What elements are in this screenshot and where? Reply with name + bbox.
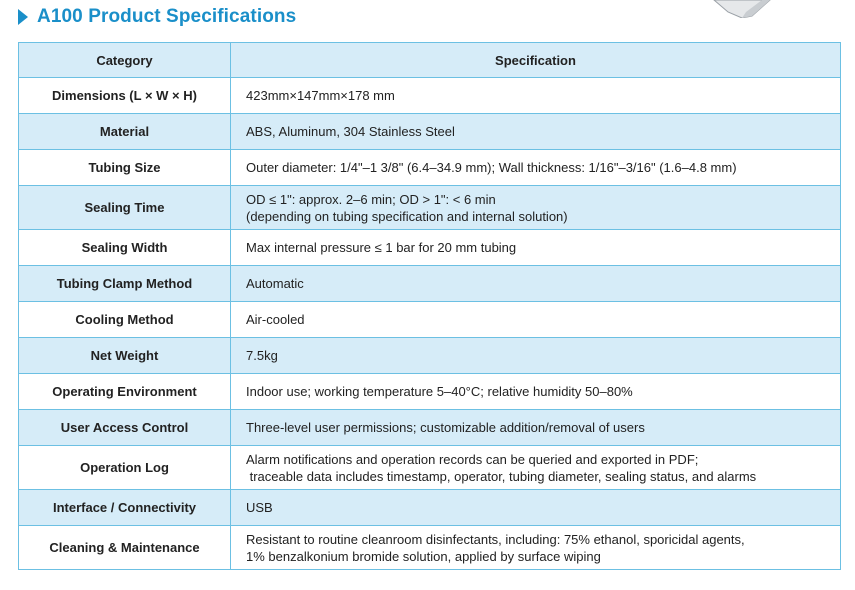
spec-value xyxy=(231,526,841,570)
spec-category: Net Weight xyxy=(19,338,231,374)
spec-category: Cleaning & Maintenance xyxy=(19,526,231,570)
spec-value-line: OD ≤ 1": approx. 2–6 min; OD > 1": < 6 min xyxy=(246,191,496,207)
table-row xyxy=(19,114,841,150)
spec-category: Sealing Width xyxy=(19,230,231,266)
spec-value xyxy=(231,78,841,114)
spec-value-line: Max internal pressure ≤ 1 bar for 20 mm tubing xyxy=(246,240,517,255)
spec-value-line: 7.5kg xyxy=(246,348,278,363)
column-header-specification: Specification xyxy=(231,43,841,78)
spec-value xyxy=(231,114,841,150)
spec-value-line: (depending on tubing specification and internal solution) xyxy=(246,208,568,224)
spec-value xyxy=(231,266,841,302)
page-header xyxy=(18,4,296,30)
table-row xyxy=(19,338,841,374)
table-row xyxy=(19,186,841,230)
table-row xyxy=(19,150,841,186)
table-header-row xyxy=(19,43,841,78)
spec-value-line: Automatic xyxy=(246,276,304,291)
spec-value-line: Air-cooled xyxy=(246,312,305,327)
spec-category: Dimensions (L × W × H) xyxy=(19,78,231,114)
product-image xyxy=(712,0,772,18)
chevron-right-icon xyxy=(18,9,28,25)
spec-value-line: Outer diameter: 1/4"–1 3/8" (6.4–34.9 mm); Wall thickness: 1/16"–3/16" (1.6–4.8 mm) xyxy=(246,160,737,175)
spec-value-line: ABS, Aluminum, 304 Stainless Steel xyxy=(246,124,455,139)
table-row xyxy=(19,410,841,446)
table-row xyxy=(19,78,841,114)
spec-value-line: USB xyxy=(246,500,273,515)
table-row xyxy=(19,446,841,490)
spec-category: Tubing Clamp Method xyxy=(19,266,231,302)
table-row xyxy=(19,230,841,266)
spec-value xyxy=(231,186,841,230)
column-header-category: Category xyxy=(19,43,231,78)
table-row xyxy=(19,302,841,338)
spec-category: Operation Log xyxy=(19,446,231,490)
spec-category: Sealing Time xyxy=(19,186,231,230)
table-row xyxy=(19,490,841,526)
spec-value xyxy=(231,490,841,526)
spec-value-line: Resistant to routine cleanroom disinfectants, including: 75% ethanol, sporicidal agents, xyxy=(246,531,745,547)
spec-value-line: Indoor use; working temperature 5–40°C; relative humidity 50–80% xyxy=(246,384,633,399)
spec-category: Tubing Size xyxy=(19,150,231,186)
spec-value xyxy=(231,230,841,266)
page-title: A100 Product Specifications xyxy=(37,6,297,27)
spec-value-line: Alarm notifications and operation records can be queried and exported in PDF; xyxy=(246,451,699,467)
spec-table xyxy=(18,42,841,570)
spec-value xyxy=(231,338,841,374)
spec-value-line: 423mm×147mm×178 mm xyxy=(246,88,395,103)
spec-value xyxy=(231,446,841,490)
spec-value-line: 1% benzalkonium bromide solution, applied by surface wiping xyxy=(246,548,601,564)
spec-category: Interface / Connectivity xyxy=(19,490,231,526)
spec-category: User Access Control xyxy=(19,410,231,446)
table-row xyxy=(19,266,841,302)
spec-value xyxy=(231,410,841,446)
spec-value-line: Three-level user permissions; customizable addition/removal of users xyxy=(246,420,645,435)
spec-value-line: traceable data includes timestamp, operator, tubing diameter, sealing status, and alarms xyxy=(246,468,757,484)
spec-category: Operating Environment xyxy=(19,374,231,410)
spec-value xyxy=(231,150,841,186)
table-row xyxy=(19,374,841,410)
table-row xyxy=(19,526,841,570)
spec-category: Material xyxy=(19,114,231,150)
spec-value xyxy=(231,374,841,410)
spec-category: Cooling Method xyxy=(19,302,231,338)
spec-value xyxy=(231,302,841,338)
